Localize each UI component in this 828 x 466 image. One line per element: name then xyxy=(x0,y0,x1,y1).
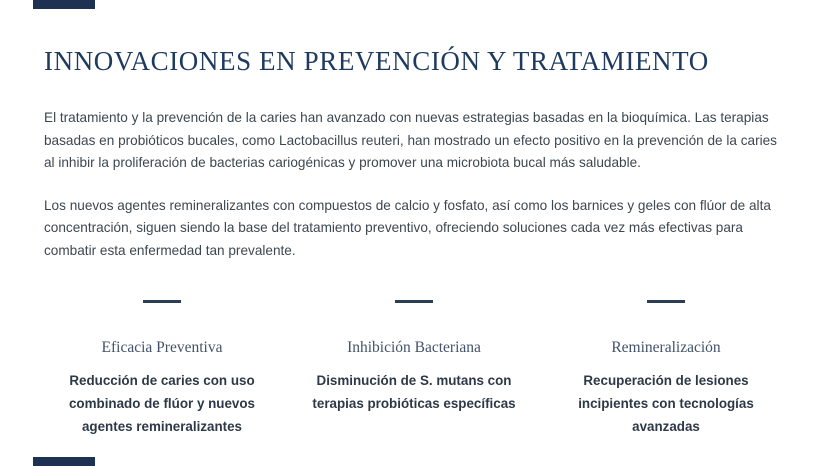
stat-remineralizacion xyxy=(548,300,784,438)
stat-heading: Remineralización xyxy=(611,339,721,357)
stat-divider xyxy=(647,300,685,303)
stat-heading: Inhibición Bacteriana xyxy=(347,339,481,357)
paragraph-2: Los nuevos agentes remineralizantes con compuestos de calcio y fosfato, así como los barnices y geles con flúor de alta concentración, siguen siendo la base del tratamiento preventivo, ofreciendo soluciones cada vez más efectivas para combatir esta enfermedad tan prevalente. xyxy=(44,197,771,258)
stat-heading: Eficacia Preventiva xyxy=(101,339,223,357)
stat-description: Reducción de caries con uso combinado de flúor y nuevos agentes remineralizantes xyxy=(68,373,255,434)
stats-row xyxy=(44,300,784,438)
slide-title: INNOVACIONES EN PREVENCIÓN Y TRATAMIENTO xyxy=(44,46,709,76)
stat-inhibicion-bacteriana xyxy=(296,300,532,438)
top-left-accent-bar xyxy=(33,0,95,9)
bottom-left-accent-bar xyxy=(33,457,95,466)
stat-description: Disminución de S. mutans con terapias probióticas específicas xyxy=(312,373,516,412)
stat-divider xyxy=(143,300,181,303)
stat-eficacia-preventiva xyxy=(44,300,280,438)
stat-description: Recuperación de lesiones incipientes con tecnologías avanzadas xyxy=(578,373,754,434)
stat-divider xyxy=(395,300,433,303)
paragraph-1: El tratamiento y la prevención de la caries han avanzado con nuevas estrategias basadas en la bioquímica. Las terapias basadas en probióticos bucales, como Lactobacillus reuteri, han mostrado un efecto positivo en la prevención de la caries al inhibir la proliferación de bacterias cariogénicas y promover una microbiota bucal más saludable. xyxy=(44,110,777,171)
